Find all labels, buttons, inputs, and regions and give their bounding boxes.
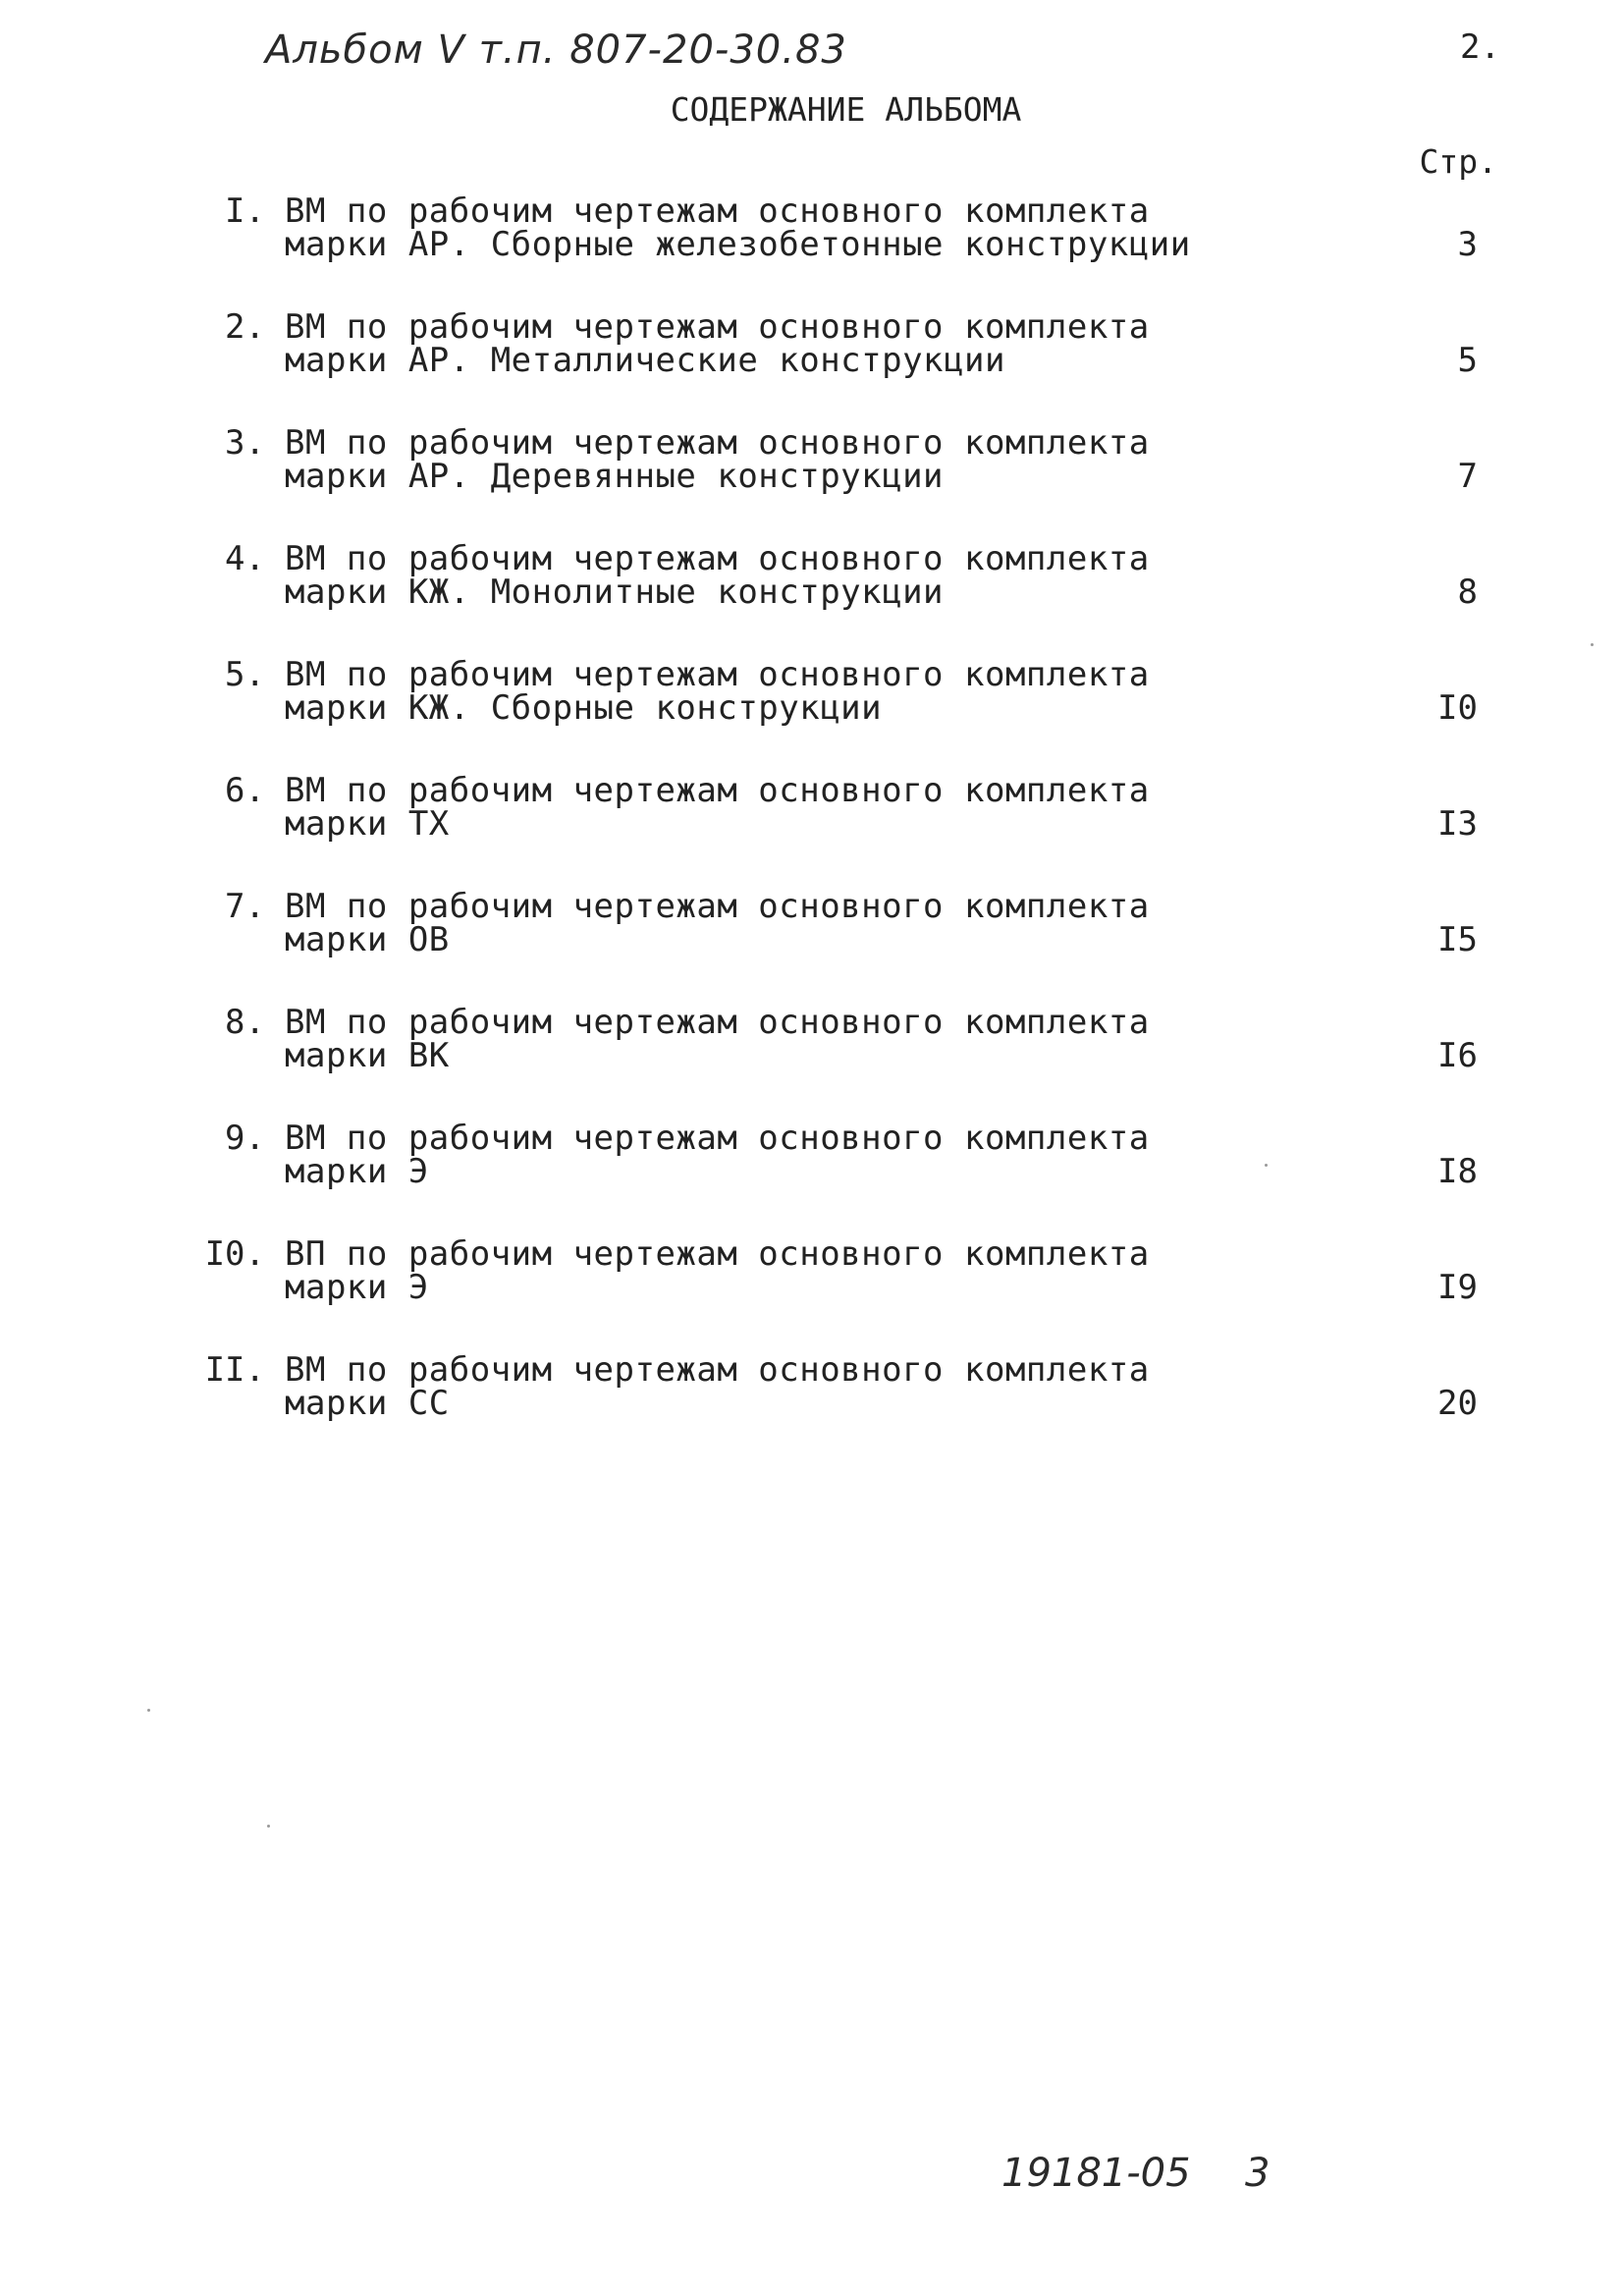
page-column-header: Стр. bbox=[1419, 142, 1497, 181]
toc-item-text-line1: ВМ по рабочим чертежам основного комплекта bbox=[285, 423, 1150, 463]
toc-item-number: 6. bbox=[225, 771, 265, 810]
toc-item-text-line2: марки Э bbox=[285, 1268, 429, 1307]
toc-item-4 bbox=[0, 539, 1623, 618]
toc-item-number: 4. bbox=[225, 539, 265, 578]
toc-item-number: 8. bbox=[225, 1003, 265, 1042]
toc-item-page: I5 bbox=[1437, 920, 1478, 959]
toc-item-text-line2: марки КЖ. Монолитные конструкции bbox=[285, 573, 945, 612]
toc-item-text-line1: ВМ по рабочим чертежам основного комплекта bbox=[285, 1350, 1150, 1390]
scan-speck bbox=[1265, 1164, 1268, 1167]
toc-item-number: 7. bbox=[225, 887, 265, 926]
page-title: СОДЕРЖАНИЕ АЛЬБОМА bbox=[670, 90, 1022, 129]
toc-item-text-line2: марки Э bbox=[285, 1152, 429, 1191]
album-reference: Альбом V т.п. 807-20-30.83 bbox=[265, 27, 847, 73]
toc-item-text-line1: ВМ по рабочим чертежам основного комплекта bbox=[285, 307, 1150, 347]
toc-item-text-line1: ВМ по рабочим чертежам основного комплекта bbox=[285, 1003, 1150, 1042]
toc-item-number: 5. bbox=[225, 655, 265, 694]
toc-item-text-line2: марки СС bbox=[285, 1384, 450, 1423]
toc-item-1 bbox=[0, 191, 1623, 270]
toc-item-9 bbox=[0, 1119, 1623, 1197]
toc-item-text-line1: ВМ по рабочим чертежам основного комплекта bbox=[285, 771, 1150, 810]
toc-item-text-line2: марки ОВ bbox=[285, 920, 450, 959]
toc-item-page: I9 bbox=[1437, 1268, 1478, 1307]
toc-item-7 bbox=[0, 887, 1623, 965]
toc-item-2 bbox=[0, 307, 1623, 386]
toc-item-page: 5 bbox=[1457, 341, 1478, 380]
toc-item-6 bbox=[0, 771, 1623, 849]
toc-item-text-line1: ВП по рабочим чертежам основного комплекта bbox=[285, 1234, 1150, 1274]
page-number: 2. bbox=[1460, 27, 1500, 67]
toc-item-page: I3 bbox=[1437, 804, 1478, 844]
toc-item-8 bbox=[0, 1003, 1623, 1081]
toc-item-number: 3. bbox=[225, 423, 265, 463]
sheet-number: 3 bbox=[1245, 2151, 1271, 2196]
toc-item-text-line1: ВМ по рабочим чертежам основного комплекта bbox=[285, 1119, 1150, 1158]
toc-item-text-line2: марки АР. Сборные железобетонные конструкции bbox=[285, 225, 1191, 264]
toc-item-text-line2: марки КЖ. Сборные конструкции bbox=[285, 688, 883, 728]
toc-item-10 bbox=[0, 1234, 1623, 1313]
toc-item-page: 8 bbox=[1457, 573, 1478, 612]
document-code: 19181-05 bbox=[1001, 2151, 1191, 2196]
toc-item-page: 3 bbox=[1457, 225, 1478, 264]
toc-item-11 bbox=[0, 1350, 1623, 1429]
toc-item-text-line2: марки ТХ bbox=[285, 804, 450, 844]
toc-item-text-line1: ВМ по рабочим чертежам основного комплекта bbox=[285, 655, 1150, 694]
toc-item-number: I0. bbox=[204, 1234, 265, 1274]
toc-item-number: 2. bbox=[225, 307, 265, 347]
toc-item-number: 9. bbox=[225, 1119, 265, 1158]
toc-item-text-line1: ВМ по рабочим чертежам основного комплекта bbox=[285, 887, 1150, 926]
scan-speck bbox=[267, 1825, 270, 1828]
toc-item-text-line1: ВМ по рабочим чертежам основного комплекта bbox=[285, 191, 1150, 231]
toc-item-text-line2: марки АР. Деревянные конструкции bbox=[285, 457, 945, 496]
scan-speck bbox=[1591, 643, 1594, 646]
scan-speck bbox=[147, 1709, 150, 1712]
toc-item-page: I6 bbox=[1437, 1036, 1478, 1075]
toc-item-page: I8 bbox=[1437, 1152, 1478, 1191]
toc-item-text-line2: марки ВК bbox=[285, 1036, 450, 1075]
toc-item-page: 20 bbox=[1437, 1384, 1478, 1423]
toc-item-text-line2: марки АР. Металлические конструкции bbox=[285, 341, 1005, 380]
toc-item-page: I0 bbox=[1437, 688, 1478, 728]
toc-item-number: II. bbox=[204, 1350, 265, 1390]
toc-item-text-line1: ВМ по рабочим чертежам основного комплекта bbox=[285, 539, 1150, 578]
toc-item-number: I. bbox=[225, 191, 265, 231]
toc-item-page: 7 bbox=[1457, 457, 1478, 496]
toc-item-3 bbox=[0, 423, 1623, 502]
toc-item-5 bbox=[0, 655, 1623, 734]
